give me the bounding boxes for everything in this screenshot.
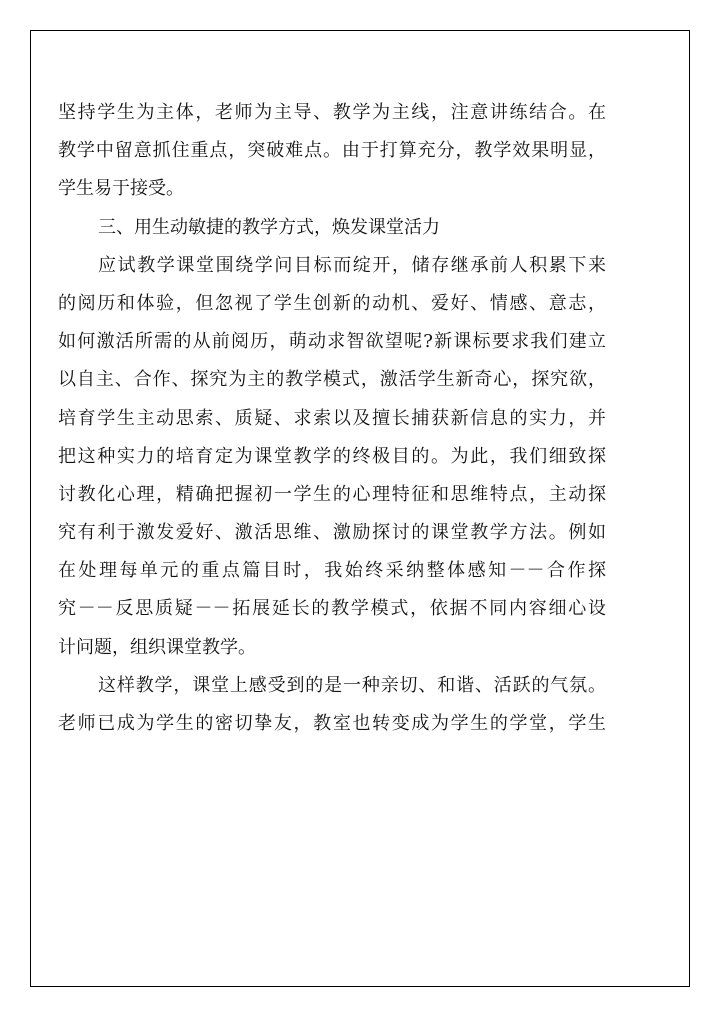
- text-line: 以自主、合作、探究为主的教学模式，激活学生新奇心，探究欲，: [58, 369, 606, 391]
- text-line: 应试教学课堂围绕学问目标而绽开，储存继承前人积累下来: [98, 254, 606, 276]
- text-line: 教学中留意抓住重点，突破难点。由于打算充分，教学效果明显，: [58, 140, 606, 162]
- text-line: 究有利于激发爱好、激活思维、激励探讨的课堂教学方法。例如: [58, 522, 606, 544]
- text-line: 学生易于接受。: [58, 178, 184, 200]
- text-line: 培育学生主动思索、质疑、求索以及擅长捕获新信息的实力，并: [58, 407, 606, 429]
- text-line: 在处理每单元的重点篇目时，我始终采纳整体感知－－合作探: [58, 560, 606, 582]
- text-line: 这样教学，课堂上感受到的是一种亲切、和谐、活跃的气氛。: [98, 674, 606, 696]
- text-line: 如何激活所需的从前阅历，萌动求智欲望呢?新课标要求我们建立: [58, 331, 606, 353]
- text-line: 计问题，组织课堂教学。: [58, 636, 256, 658]
- text-line: 坚持学生为主体，老师为主导、教学为主线，注意讲练结合。在: [58, 102, 606, 123]
- text-line: 老师已成为学生的密切挚友，教室也转变成为学生的学堂，学生: [58, 713, 606, 734]
- text-line: 的阅历和体验，但忽视了学生创新的动机、爱好、情感、意志，: [58, 292, 606, 314]
- document-body: [58, 94, 606, 743]
- text-line: 讨教化心理，精确把握初一学生的心理特征和思维特点，主动探: [58, 483, 606, 505]
- text-line: 把这种实力的培育定为课堂教学的终极目的。为此，我们细致探: [58, 445, 606, 467]
- section-heading: 三、用生动敏捷的教学方式，焕发课堂活力: [98, 216, 440, 238]
- text-line: 究－－反思质疑－－拓展延长的教学模式，依据不同内容细心设: [58, 598, 606, 620]
